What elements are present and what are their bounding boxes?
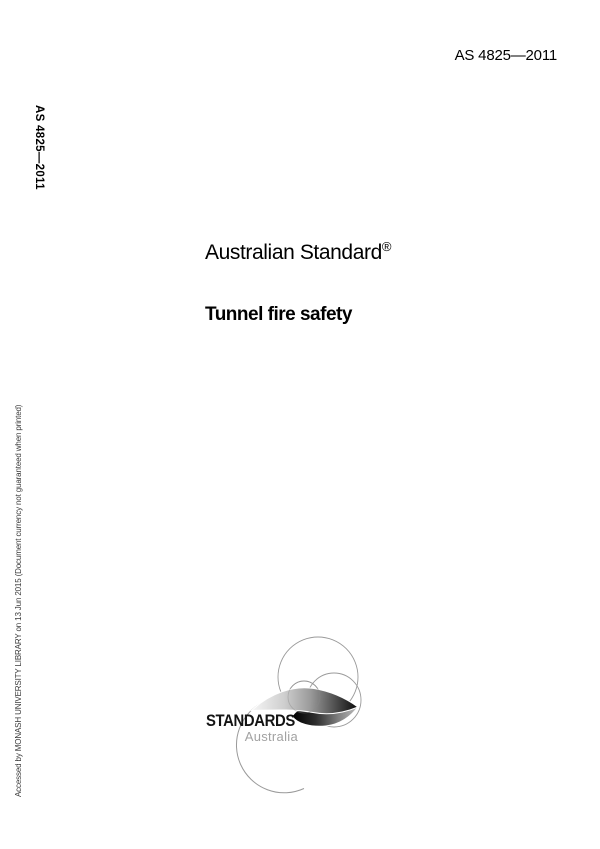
registered-trademark-symbol: ®	[381, 239, 392, 254]
logo-sub-wordmark: Australia	[244, 729, 298, 744]
document-title: Tunnel fire safety	[205, 304, 352, 325]
page-title	[205, 239, 392, 264]
logo-wave-upper	[252, 688, 359, 714]
spine-document-number: AS 4825—2011	[33, 105, 45, 190]
logo-wordmark: STANDARDS	[206, 712, 295, 730]
library-access-note: Accessed by MONASH UNIVERSITY LIBRARY on 13 Jun 2015 (Document currency not guaranteed when printed)	[14, 404, 23, 797]
document-number-header: AS 4825—2011	[454, 47, 557, 64]
page-title-text: Australian Standard	[205, 241, 382, 264]
